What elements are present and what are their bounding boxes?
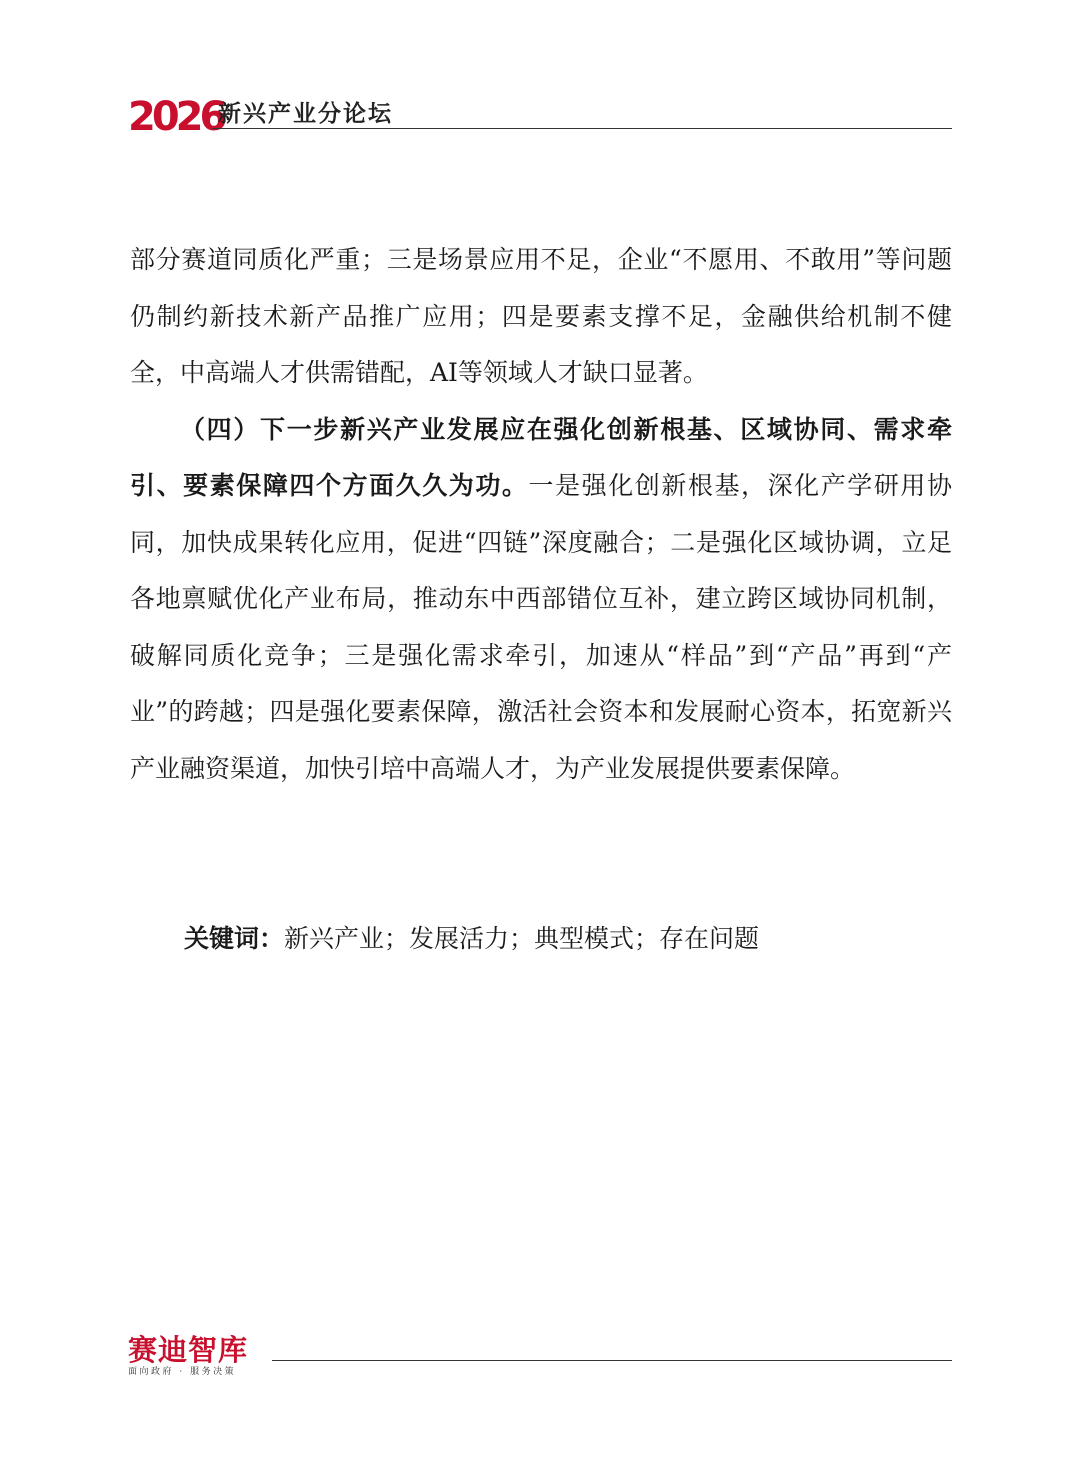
footer-logo: [128, 1328, 268, 1378]
keywords-line: [184, 914, 759, 964]
paragraph-continuation: 部分赛道同质化严重；三是场景应用不足，企业“不愿用、不敢用”等问题仍制约新技术新产品推广应用；四是要素支撑不足，金融供给机制不健全，中高端人才供需错配，AI等领域人才缺口显著。: [130, 245, 952, 387]
header-divider: [212, 128, 952, 129]
footer-slogan: 面向政府 · 服务决策: [128, 1367, 237, 1377]
footer-brand: 赛迪智库: [128, 1333, 249, 1367]
header-title: 新兴产业分论坛: [218, 101, 393, 127]
keywords-label: 关键词：: [184, 924, 285, 953]
year-logo: [128, 88, 224, 148]
page-header: [128, 88, 952, 148]
section-heading: （四）下一步新兴产业发展应在强化创新根基、区域协同、需求牵引、要素保障四个方面久久为功。: [130, 414, 952, 500]
svg-text:2026: 2026: [128, 94, 224, 140]
document-body: [130, 232, 952, 797]
section-body: 一是强化创新根基，深化产学研用协同，加快成果转化应用，促进“四链”深度融合；二是强化区域协调，立足各地禀赋优化产业布局，推动东中西部错位互补，建立跨区域协同机制，破解同质化竞争；三是强化需求牵引，加速从“样品”到“产品”再到“产业”的跨越；四是强化要素保障，激活社会资本和发展耐心资本，拓宽新兴产业融资渠道，加快引培中高端人才，为产业发展提供要素保障。: [130, 471, 952, 783]
footer-divider: [272, 1360, 952, 1361]
keywords-value: 新兴产业；发展活力；典型模式；存在问题: [284, 924, 760, 953]
paragraph-section-four: [130, 402, 952, 798]
